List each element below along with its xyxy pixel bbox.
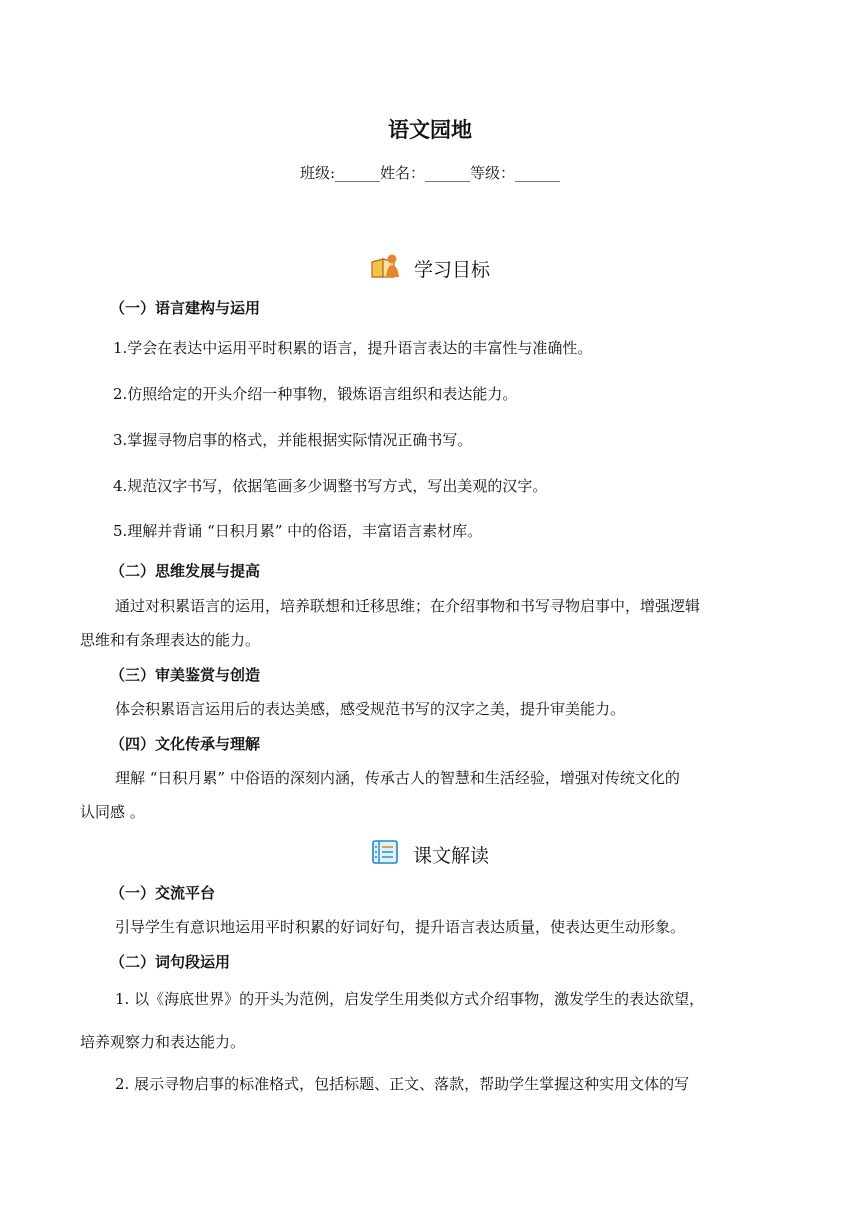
page-title: 语文园地 <box>388 118 472 142</box>
goal-item: 1.学会在表达中运用平时积累的语言，提升语言表达的丰富性与准确性。 <box>113 339 593 357</box>
thinking-paragraph-line: 思维和有条理表达的能力。 <box>80 631 261 649</box>
goals-sub-aesthetics: （三）审美鉴赏与创造 <box>110 666 261 684</box>
exchange-paragraph-line: 引导学生有意识地运用平时积累的好词好句，提升语言表达质量，使表达更生动形象。 <box>115 918 686 936</box>
reading-sub-usage: （二）词句段运用 <box>110 953 231 971</box>
student-info-line: 班级:______姓名：______等级：______ <box>299 164 561 182</box>
goal-item: 4.规范汉字书写，依据笔画多少调整书写方式，写出美观的汉字。 <box>113 477 548 495</box>
reading-heading-label: 课文解读 <box>413 845 490 867</box>
reading-person-icon <box>370 253 400 284</box>
reading-heading <box>0 839 860 870</box>
goal-item: 3.掌握寻物启事的格式，并能根据实际情况正确书写。 <box>113 431 473 449</box>
goals-sub-thinking: （二）思维发展与提高 <box>110 562 261 580</box>
goals-sub-culture: （四）文化传承与理解 <box>110 735 261 753</box>
culture-paragraph-line: 认同感 。 <box>80 803 145 821</box>
aesthetics-paragraph-line: 体会积累语言运用后的表达美感，感受规范书写的汉字之美，提升审美能力。 <box>115 700 626 718</box>
goals-heading <box>0 253 860 284</box>
thinking-paragraph-line: 通过对积累语言的运用，培养联想和迁移思维；在介绍事物和书写寻物启事中，增强逻辑 <box>115 597 701 615</box>
reading-sub-exchange: （一）交流平台 <box>110 884 216 902</box>
goals-heading-label: 学习目标 <box>414 259 491 281</box>
notebook-icon <box>371 839 399 870</box>
goal-item: 5.理解并背诵 “日积月累” 中的俗语，丰富语言素材库。 <box>113 522 483 540</box>
goals-sub-language: （一）语言建构与运用 <box>110 299 261 317</box>
goal-item: 2.仿照给定的开头介绍一种事物，锻炼语言组织和表达能力。 <box>113 385 518 403</box>
usage-paragraph-line: 2. 展示寻物启事的标准格式，包括标题、正文、落款，帮助学生掌握这种实用文体的写 <box>115 1075 690 1093</box>
culture-paragraph-line: 理解 “日积月累” 中俗语的深刻内涵，传承古人的智慧和生活经验，增强对传统文化的 <box>115 769 680 787</box>
usage-paragraph-line: 培养观察力和表达能力。 <box>80 1033 246 1051</box>
usage-paragraph-line: 1. 以《海底世界》的开头为范例，启发学生用类似方式介绍事物，激发学生的表达欲望， <box>115 990 705 1008</box>
